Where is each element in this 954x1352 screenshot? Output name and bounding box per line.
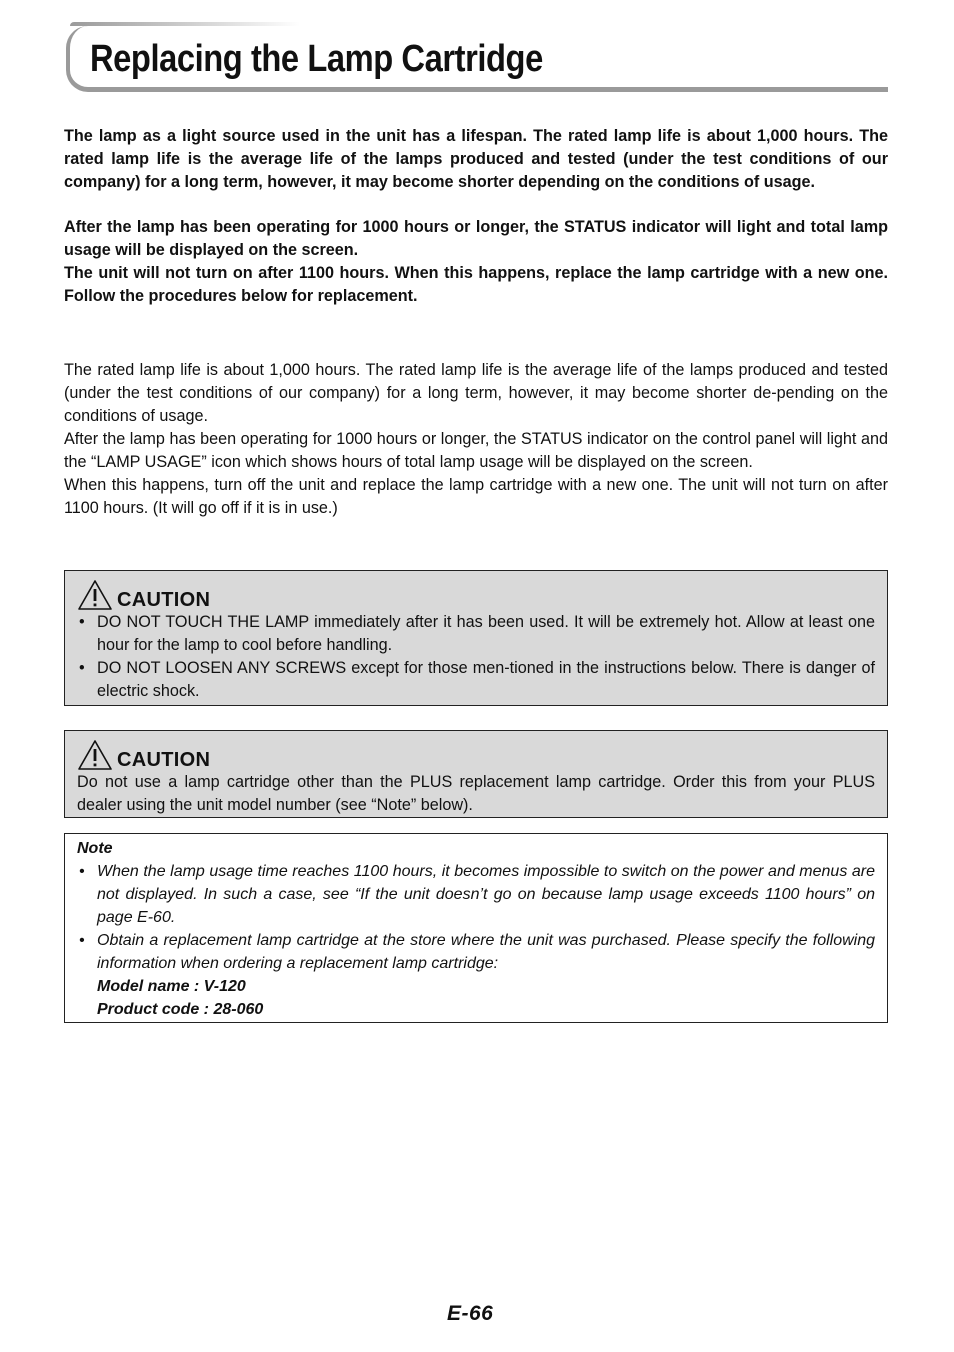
note-item: • When the lamp usage time reaches 1100 hours, it becomes impossible to switch on the power and menus are not displayed. In such a case, see “If the unit doesn’t go on because lamp usage exceeds 1100 hours” on page E-60. (77, 860, 875, 929)
warning-triangle-icon (77, 739, 113, 771)
warning-triangle-icon (77, 579, 113, 611)
caution-text: Do not use a lamp cartridge other than the PLUS replacement lamp cartridge. Order this from your PLUS dealer using the unit model number (see “Note” below). (77, 773, 875, 814)
intro-bold-paragraph-2: After the lamp has been operating for 1000 hours or longer, the STATUS indicator will light and total lamp usage will be displayed on the screen. (64, 218, 888, 259)
title-banner (66, 26, 888, 92)
page-number: E-66 (447, 1302, 494, 1325)
body-paragraph-2: After the lamp has been operating for 1000 hours or longer, the STATUS indicator on the control panel will light and the “LAMP USAGE” icon which shows hours of total lamp usage will be displayed on the screen. (64, 430, 888, 471)
intro-bold-section (64, 125, 888, 308)
intro-bold-paragraph-1: The lamp as a light source used in the unit has a lifespan. The rated lamp life is about 1,000 hours. The rated lamp life is the average life of the lamps produced and tested (under the test conditions of our company) for a long term, however, it may become shorter depending on the conditions of usage. (64, 127, 888, 191)
note-list (77, 860, 875, 975)
body-section (64, 359, 888, 520)
caution-header (77, 739, 875, 771)
note-item: • Obtain a replacement lamp cartridge at the store where the unit was purchased. Please specify the following information when ordering a replacement lamp cartridge: (77, 929, 875, 975)
note-title: Note (77, 840, 113, 857)
product-code: Product code : 28-060 (97, 1001, 264, 1018)
caution-item: • DO NOT TOUCH THE LAMP immediately after it has been used. It will be extremely hot. Allow at least one hour for the lamp to cool before handling. (77, 611, 875, 657)
caution-label: CAUTION (117, 589, 211, 611)
caution-header (77, 579, 875, 611)
note-box (64, 833, 888, 1023)
caution-item: • DO NOT LOOSEN ANY SCREWS except for those men-tioned in the instructions below. There is danger of electric shock. (77, 657, 875, 703)
page-title: Replacing the Lamp Cartridge (90, 38, 543, 80)
body-paragraph-3: When this happens, turn off the unit and replace the lamp cartridge with a new one. The unit will not turn on after 1100 hours. (It will go off if it is in use.) (64, 476, 888, 517)
caution-box-1 (64, 570, 888, 706)
intro-bold-paragraph-3: The unit will not turn on after 1100 hours. When this happens, replace the lamp cartridge with a new one. Follow the procedures below for replacement. (64, 264, 888, 305)
body-paragraph-1: The rated lamp life is about 1,000 hours. The rated lamp life is the average life of the lamps produced and tested (under the test conditions of our company) for a long term, however, it may become shorter de-pending on the conditions of usage. (64, 361, 888, 425)
model-name: Model name : V-120 (97, 978, 246, 995)
caution-label: CAUTION (117, 749, 211, 771)
caution-list (77, 611, 875, 703)
caution-box-2 (64, 730, 888, 818)
